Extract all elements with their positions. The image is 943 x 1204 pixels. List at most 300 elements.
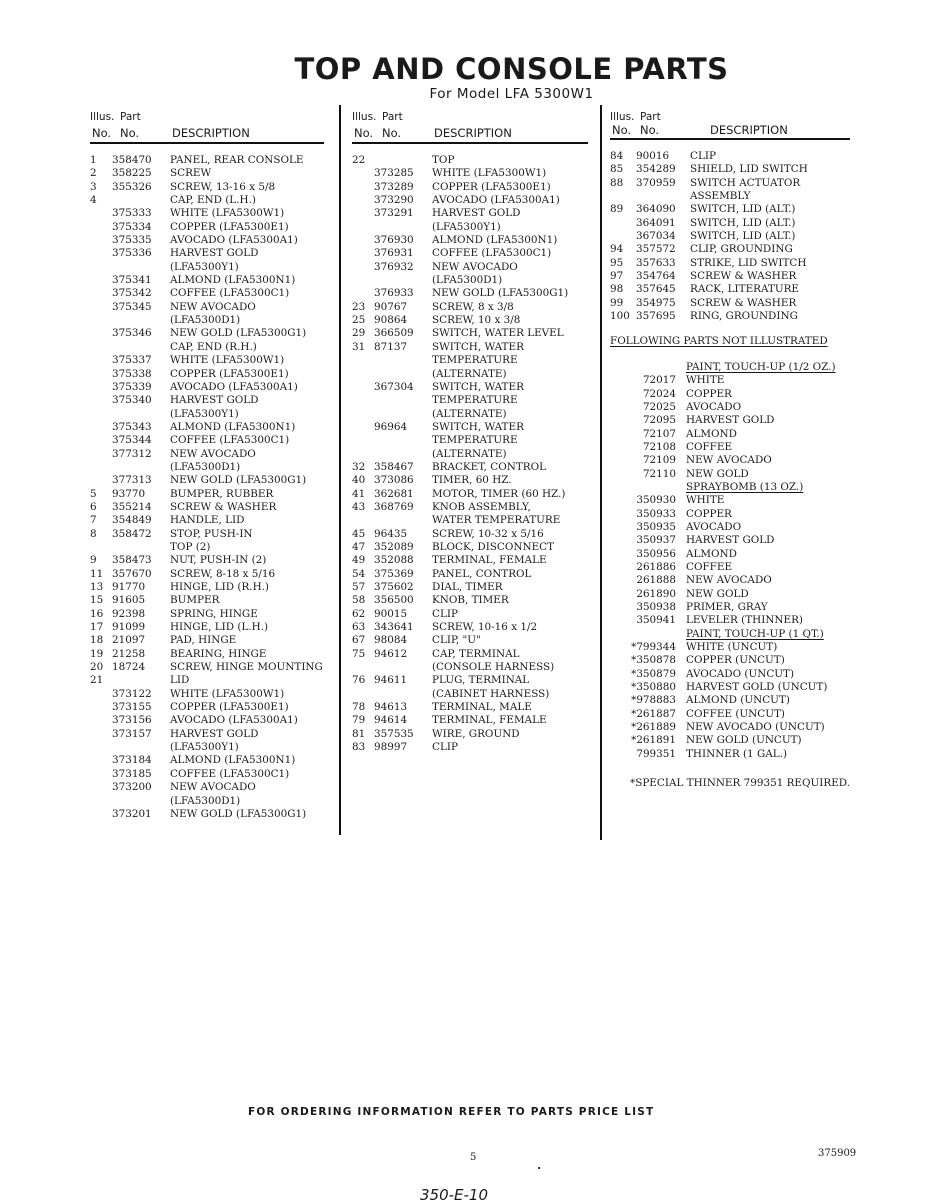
part-description: THINNER (1 GAL.) [686,747,788,760]
column-divider [600,105,602,840]
part-description: SWITCH, LID (ALT.) [690,230,796,243]
illus-number [352,247,374,260]
part-description: NEW AVOCADO [686,574,772,587]
part-description: COFFEE [686,440,733,453]
part-description: SCREW & WASHER [690,270,797,283]
part-number: 72025 [642,400,676,413]
part-number: 375336 [112,247,152,260]
part-number: 87137 [374,340,408,353]
part-description: HARVEST GOLD [686,534,775,547]
part-number: 90864 [374,314,408,327]
part-number: 72107 [642,427,676,440]
part-number [112,261,170,274]
table-row [90,167,324,180]
part-number [112,341,170,354]
table-row [610,310,850,323]
description-label: DESCRIPTION [710,123,788,137]
part-number: 364091 [636,216,676,229]
column-header [352,110,588,144]
group-title: SPRAYBOMB (13 OZ.) [686,480,804,493]
part-number: 94613 [374,701,408,714]
illus-number: 83 [352,741,366,754]
table-row [352,528,588,541]
table-row [90,754,324,767]
part-number: 261886 [636,560,676,573]
table-row [90,728,324,741]
part-description: HINGE, LID (L.H.) [170,621,269,634]
table-row [352,488,588,501]
table-row [610,257,850,270]
parts-list [352,154,588,754]
part-number: 375333 [112,207,152,220]
part-number [374,661,432,674]
part-description: (LFA5300D1) [170,794,241,807]
group-title: PAINT, TOUCH-UP (1/2 OZ.) [686,360,836,373]
part-description: WIRE, GROUND [432,727,520,740]
table-row [610,748,850,761]
illus-no-label: No. [92,126,112,140]
illus-number [90,768,112,781]
table-row [352,541,588,554]
part-description: (LFA5300D1) [170,460,241,473]
illus-number: 49 [352,554,366,567]
part-number: 354764 [636,270,676,283]
table-row [90,528,324,541]
part-description: AVOCADO (LFA5300A1) [170,714,298,727]
part-number: 261888 [636,574,676,587]
illus-number [352,194,374,207]
illus-number [90,354,112,367]
part-number: 367034 [636,230,676,243]
part-number: 350933 [636,507,676,520]
table-row [90,768,324,781]
part-description: CAP, END (R.H.) [170,340,257,353]
part-number: 367304 [374,380,414,393]
part-description: NEW AVOCADO [432,260,518,273]
illus-number: 19 [90,647,104,660]
column-header [610,110,850,140]
part-description: CLIP, GROUNDING [690,243,793,256]
table-row [90,568,324,581]
part-number: 98084 [374,634,408,647]
part-description: MOTOR, TIMER (60 HZ.) [432,487,566,500]
part-number [374,394,432,407]
table-row [352,501,588,514]
ordering-note: FOR ORDERING INFORMATION REFER TO PARTS PRICE LIST [248,1106,655,1118]
part-description: TOP [432,154,455,166]
part-number: 94612 [374,647,408,660]
table-row [352,701,588,714]
part-description: SCREW, 10-16 x 1/2 [432,621,538,634]
table-row [90,234,324,247]
table-row [352,461,588,474]
illus-number: 13 [90,581,104,593]
part-number: 373200 [112,781,152,794]
part-description: BRACKET, CONTROL [432,460,547,473]
part-description: AVOCADO [686,400,742,413]
table-row [90,408,324,421]
table-row [90,781,324,794]
illus-number: 31 [352,340,366,353]
table-row [90,341,324,354]
part-description: SCREW [170,167,212,180]
illus-number: 97 [610,270,624,283]
table-row [90,461,324,474]
part-number: 370959 [636,176,676,189]
illus-number [90,301,112,314]
part-description: NUT, PUSH-IN (2) [170,554,267,567]
table-row [352,608,588,621]
part-no-label: No. [640,123,660,137]
table-row [352,221,588,234]
part-number [636,190,690,203]
part-number [112,795,170,808]
parts-list [610,150,850,790]
table-row [90,274,324,287]
illus-number [352,421,374,434]
part-number: 90767 [374,300,408,313]
part-description: SWITCH, WATER LEVEL [432,327,564,340]
table-row [90,581,324,594]
table-row [90,621,324,634]
part-number: 94614 [374,714,408,727]
table-row [352,234,588,247]
part-description: ALMOND [686,547,737,560]
table-row [352,394,588,407]
part-description: PRIMER, GRAY [686,601,768,613]
table-row [610,574,850,587]
part-description: SCREW, 10-32 x 5/16 [432,527,544,540]
illus-label: Illus. [352,111,377,123]
part-description: COFFEE (UNCUT) [686,707,785,720]
part-number: 343641 [374,621,414,634]
illus-number: 89 [610,203,624,216]
part-number [374,688,432,701]
illus-number: 20 [90,661,104,674]
illus-number [90,381,112,394]
table-row [352,621,588,634]
illus-number: 8 [90,527,97,540]
table-row [352,327,588,340]
table-row [352,741,588,754]
table-row [90,181,324,194]
part-description: AVOCADO (UNCUT) [686,667,795,680]
illus-number [90,368,112,381]
part-number [112,314,170,327]
illus-number [90,728,112,741]
part-number: 93770 [112,487,146,500]
illus-number [90,434,112,447]
table-row [352,408,588,421]
illus-number [610,190,636,203]
table-row [90,287,324,300]
part-description: SWITCH, WATER [432,340,524,353]
part-description: COFFEE (LFA5300C1) [170,767,290,780]
part-description: HARVEST GOLD (UNCUT) [686,681,828,694]
illus-number [352,261,374,274]
illus-number: 100 [610,310,630,323]
part-description: WHITE (LFA5300W1) [170,687,285,700]
table-row [610,601,850,614]
part-description: HARVEST GOLD [170,727,259,740]
table-row [610,270,850,283]
table-row [90,474,324,487]
part-description: BUMPER [170,594,220,607]
table-row [352,207,588,220]
part-number: 375335 [112,234,152,247]
table-row [610,190,850,203]
illus-number [352,688,374,701]
part-label: Part [120,111,141,123]
illus-number [90,808,112,821]
description-label: DESCRIPTION [434,126,512,140]
table-row [352,341,588,354]
illus-number: 6 [90,500,97,513]
part-number: 373291 [374,207,414,220]
table-row [352,594,588,607]
description-label: DESCRIPTION [172,126,250,140]
part-description: ALMOND (LFA5300N1) [170,754,296,767]
illus-number [90,314,112,327]
part-description: TERMINAL, FEMALE [432,714,547,727]
illus-number: 62 [352,607,366,620]
part-number: 373184 [112,754,152,767]
part-number: 375341 [112,274,152,287]
illus-no-label: No. [354,126,374,140]
part-number: 373201 [112,807,152,820]
part-description: TIMER, 60 HZ. [432,474,512,487]
table-row [352,167,588,180]
part-description: ALMOND (UNCUT) [686,694,790,707]
table-row [90,221,324,234]
part-description: PANEL, REAR CONSOLE [170,154,304,166]
part-number [374,434,432,447]
part-label: Part [640,111,661,123]
part-description: (LFA5300Y1) [432,220,501,233]
part-description: COPPER [686,387,732,400]
table-row [352,581,588,594]
part-number: 21258 [112,647,146,660]
illus-number [610,230,636,243]
part-description: ALMOND [686,427,737,440]
illus-number: 88 [610,176,624,189]
part-label: Part [382,111,403,123]
table-row [610,388,850,401]
table-row [610,150,850,163]
part-description: RING, GROUNDING [690,310,798,323]
table-row [610,548,850,561]
illus-number [90,461,112,474]
part-number [374,274,432,287]
part-description: NEW GOLD (LFA5300G1) [170,807,307,820]
illus-number [90,274,112,287]
part-number: *261889 [631,721,676,734]
table-row [90,207,324,220]
illus-number [352,221,374,234]
table-row [352,648,588,661]
part-number: 373156 [112,714,152,727]
table-row [90,541,324,554]
part-description: HARVEST GOLD [170,247,259,260]
part-description: SWITCH, WATER [432,420,524,433]
part-description: NEW GOLD [686,467,749,480]
part-number: 377313 [112,474,152,487]
illus-number: 4 [90,194,97,207]
table-row [610,203,850,216]
part-number: *978883 [631,694,676,707]
part-description: (LFA5300Y1) [170,407,239,420]
part-number: *350879 [631,667,676,680]
part-number: 375346 [112,327,152,340]
illus-number: 45 [352,527,366,540]
part-description: (LFA5300D1) [432,274,503,287]
illus-number: 67 [352,634,366,647]
illus-number [90,341,112,354]
illus-number: 76 [352,674,366,687]
part-description: (ALTERNATE) [432,447,507,460]
part-description: COPPER (UNCUT) [686,654,785,667]
table-row [90,154,324,167]
part-number: 21097 [112,634,146,647]
illus-number [90,234,112,247]
part-description: CAP, END (L.H.) [170,194,256,207]
part-description: WHITE (UNCUT) [686,641,778,654]
parts-column-3 [610,110,850,790]
model-subtitle: For Model LFA 5300W1 [429,86,594,102]
part-description: NEW GOLD (LFA5300G1) [432,287,569,300]
part-description: NEW GOLD (LFA5300G1) [170,474,307,487]
part-description: SCREW, 8 x 3/8 [432,300,514,313]
part-number: 375343 [112,420,152,433]
illus-number: 21 [90,674,104,687]
illus-number [352,234,374,247]
illus-number: 41 [352,487,366,500]
table-row [90,634,324,647]
table-row [352,154,588,167]
part-number: 375338 [112,367,152,380]
not-illustrated-groups [610,361,850,761]
illus-number [352,381,374,394]
page-title: TOP AND CONSOLE PARTS [294,52,729,86]
table-row [352,247,588,260]
part-number: 375337 [112,354,152,367]
table-row [90,394,324,407]
part-description: BUMPER, RUBBER [170,487,274,500]
part-number [374,221,432,234]
illus-number [352,207,374,220]
part-number: 356500 [374,594,414,607]
part-description: NEW GOLD (UNCUT) [686,734,802,747]
part-number: 362681 [374,487,414,500]
table-row [90,514,324,527]
table-row [90,501,324,514]
part-description: (ALTERNATE) [432,407,507,420]
part-description: KNOB ASSEMBLY, [432,500,531,513]
part-description: COPPER (LFA5300E1) [170,220,289,233]
part-description: CLIP [432,741,458,754]
part-description: LEVELER (THINNER) [686,614,803,627]
part-number: 72017 [642,374,676,387]
illus-number [352,181,374,194]
part-number: 358225 [112,167,152,180]
table-row [90,701,324,714]
part-number: 373185 [112,767,152,780]
part-description: NEW AVOCADO [686,454,772,467]
part-number: 350938 [636,601,676,613]
part-number: *350880 [631,681,676,694]
table-row [90,808,324,821]
part-number: 373290 [374,194,414,207]
part-number: 357695 [636,310,676,323]
part-description: WHITE [686,494,725,507]
part-number: 90016 [636,150,670,162]
part-number: 72109 [642,454,676,467]
part-number: 377312 [112,447,152,460]
table-row [610,297,850,310]
part-description: PANEL, CONTROL [432,567,532,580]
part-number: 375345 [112,300,152,313]
table-row [90,688,324,701]
part-number [374,154,432,167]
scan-speck [538,1167,540,1169]
part-number: *799344 [631,641,676,654]
table-row [352,314,588,327]
part-number: 355214 [112,500,152,513]
part-number: 72024 [642,387,676,400]
illus-label: Illus. [610,111,635,123]
part-description: TEMPERATURE [432,354,518,367]
illus-number [352,434,374,447]
part-number: 358473 [112,554,152,567]
table-row [610,708,850,721]
illus-number [90,474,112,487]
illus-number [352,354,374,367]
part-description: WHITE [686,374,725,387]
part-description: HANDLE, LID [170,514,245,527]
illus-number: 63 [352,621,366,634]
part-number: 357633 [636,256,676,269]
part-description: ALMOND (LFA5300N1) [432,234,558,247]
part-description: CAP, TERMINAL [432,647,520,660]
illus-number: 57 [352,581,366,593]
part-number: 358467 [374,460,414,473]
page-number: 5 [470,1152,477,1163]
table-row [610,414,850,427]
part-number: 350941 [636,614,676,627]
part-number: 92398 [112,607,146,620]
table-row [610,681,850,694]
illus-number: 84 [610,150,624,162]
part-description: NEW AVOCADO [170,781,256,794]
table-row [352,181,588,194]
table-row [90,741,324,754]
table-row [352,674,588,687]
illus-number: 9 [90,554,97,567]
part-description: HARVEST GOLD [686,414,775,427]
table-row [352,474,588,487]
part-description: ASSEMBLY [690,190,751,203]
part-number: 354849 [112,514,152,527]
table-row [610,163,850,176]
part-number: 91770 [112,581,146,593]
part-description: SCREW & WASHER [690,296,797,309]
table-row [352,434,588,447]
part-description: NEW AVOCADO [170,447,256,460]
illus-number [352,167,374,180]
part-number [374,448,432,461]
illus-number [352,394,374,407]
part-description: SWITCH, WATER [432,380,524,393]
